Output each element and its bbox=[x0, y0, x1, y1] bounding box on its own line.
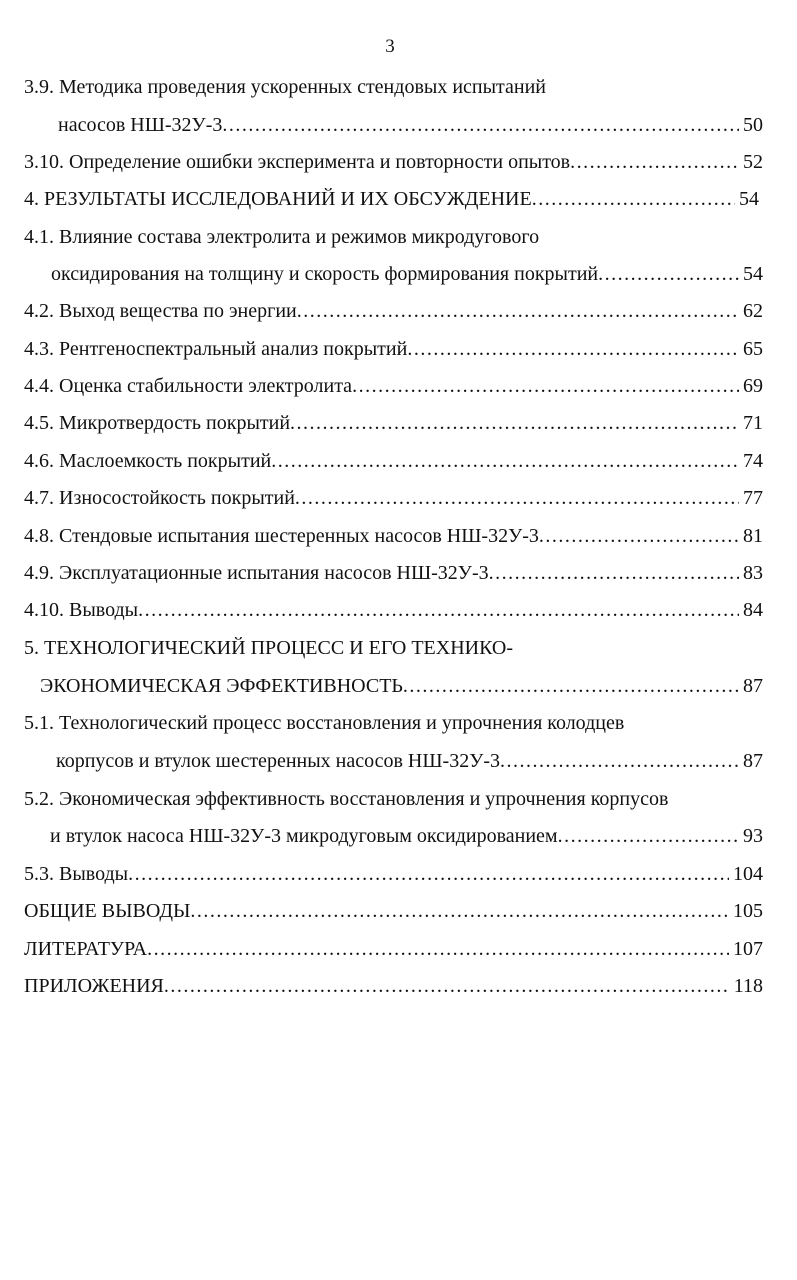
toc-entry-4-2 bbox=[24, 297, 763, 325]
toc-entry-4-1-cont: оксидирования на толщину и скорость формирования покрытий bbox=[51, 263, 599, 285]
dot-leader bbox=[489, 559, 739, 587]
toc-entry-4-4-page: 69 bbox=[743, 375, 763, 397]
dot-leader bbox=[532, 185, 735, 213]
toc-entry-3-9-cont: насосов НШ-32У-3 bbox=[58, 114, 223, 136]
toc-entry-5-title: 5. ТЕХНОЛОГИЧЕСКИЙ ПРОЦЕСС И ЕГО ТЕХНИКО- bbox=[24, 637, 514, 659]
dot-leader bbox=[539, 522, 739, 550]
dot-leader bbox=[147, 935, 729, 963]
toc-entry-appendix-page: 118 bbox=[733, 975, 763, 997]
toc-entry-literature-title: ЛИТЕРАТУРА bbox=[24, 938, 148, 960]
toc-entry-4-9-title: 4.9. Эксплуатационные испытания насосов НШ-32У-3 bbox=[24, 562, 489, 584]
toc-entry-4-6-page: 74 bbox=[743, 450, 763, 472]
toc-entry-4-3-page: 65 bbox=[743, 338, 763, 360]
toc-entry-4-8-page: 81 bbox=[743, 525, 763, 547]
toc-entry-4-1-title: 4.1. Влияние состава электролита и режимов микродугового bbox=[24, 226, 540, 248]
toc-entry-appendix-title: ПРИЛОЖЕНИЯ bbox=[24, 975, 164, 997]
toc-entry-5-1-page: 87 bbox=[743, 750, 763, 772]
toc-entry-5-page: 87 bbox=[743, 675, 763, 697]
toc-entry-4-6 bbox=[24, 447, 763, 475]
dot-leader bbox=[128, 860, 729, 888]
toc-entry-3-9 bbox=[58, 111, 763, 139]
toc-entry-4-2-page: 62 bbox=[743, 300, 763, 322]
toc-entry-conclusions-page: 105 bbox=[733, 900, 763, 922]
toc-entry-4-5-page: 71 bbox=[743, 412, 763, 434]
toc-entry-4-page: 54 bbox=[739, 188, 759, 210]
toc-entry-4-1 bbox=[51, 260, 763, 288]
toc-entry-4-6-title: 4.6. Маслоемкость покрытий bbox=[24, 450, 272, 472]
toc-entry-3-10-title: 3.10. Определение ошибки эксперимента и повторности опытов bbox=[24, 151, 571, 173]
toc-entry-5-cont: ЭКОНОМИЧЕСКАЯ ЭФФЕКТИВНОСТЬ bbox=[40, 675, 403, 697]
toc-entry-5-3 bbox=[24, 860, 763, 888]
toc-entry-4 bbox=[24, 185, 759, 213]
dot-leader bbox=[271, 447, 739, 475]
dot-leader bbox=[290, 409, 739, 437]
toc-entry-4-9-page: 83 bbox=[743, 562, 763, 584]
toc-entry-4-8-title: 4.8. Стендовые испытания шестеренных насосов НШ-32У-3 bbox=[24, 525, 539, 547]
dot-leader bbox=[190, 897, 729, 925]
toc-entry-4-3-title: 4.3. Рентгеноспектральный анализ покрытий bbox=[24, 338, 408, 360]
dot-leader bbox=[598, 260, 739, 288]
dot-leader bbox=[164, 972, 730, 1000]
toc-entry-4-10-title: 4.10. Выводы bbox=[24, 599, 139, 621]
toc-entry-3-10 bbox=[24, 148, 763, 176]
toc-entry-5 bbox=[40, 672, 763, 700]
toc-entry-4-title: 4. РЕЗУЛЬТАТЫ ИССЛЕДОВАНИЙ И ИХ ОБСУЖДЕНИЕ bbox=[24, 188, 532, 210]
toc-entry-4-4 bbox=[24, 372, 763, 400]
toc-entry-conclusions bbox=[24, 897, 763, 925]
toc-entry-4-7 bbox=[24, 484, 763, 512]
toc-entry-4-9 bbox=[24, 559, 763, 587]
toc-entry-4-5 bbox=[24, 409, 763, 437]
toc-entry-5-1 bbox=[56, 747, 763, 775]
toc-entry-4-1-page: 54 bbox=[743, 263, 763, 285]
toc-entry-5-2-title: 5.2. Экономическая эффективность восстановления и упрочнения корпусов bbox=[24, 788, 669, 810]
toc-entry-4-4-title: 4.4. Оценка стабильности электролита bbox=[24, 375, 353, 397]
toc-entry-5-2-cont: и втулок насоса НШ-32У-3 микродуговым оксидированием bbox=[50, 825, 558, 847]
dot-leader bbox=[500, 747, 739, 775]
toc-entry-4-8 bbox=[24, 522, 763, 550]
dot-leader bbox=[138, 596, 739, 624]
dot-leader bbox=[570, 148, 739, 176]
dot-leader bbox=[295, 484, 739, 512]
toc-entry-4-10-page: 84 bbox=[743, 599, 763, 621]
toc-entry-appendix bbox=[24, 972, 763, 1000]
dot-leader bbox=[297, 297, 739, 325]
toc-entry-5-3-page: 104 bbox=[733, 863, 763, 885]
dot-leader bbox=[407, 335, 739, 363]
dot-leader bbox=[558, 822, 739, 850]
toc-entry-3-10-page: 52 bbox=[743, 151, 763, 173]
toc-entry-conclusions-title: ОБЩИЕ ВЫВОДЫ bbox=[24, 900, 191, 922]
toc-entry-5-1-title: 5.1. Технологический процесс восстановления и упрочнения колодцев bbox=[24, 712, 625, 734]
page-number: 3 bbox=[385, 36, 395, 57]
toc-entry-3-9-page: 50 bbox=[743, 114, 763, 136]
toc-entry-3-9-title: 3.9. Методика проведения ускоренных стендовых испытаний bbox=[24, 76, 547, 98]
toc-entry-4-7-title: 4.7. Износостойкость покрытий bbox=[24, 487, 295, 509]
toc-entry-5-2-page: 93 bbox=[743, 825, 763, 847]
dot-leader bbox=[403, 672, 739, 700]
toc-entry-literature bbox=[24, 935, 763, 963]
toc-entry-4-5-title: 4.5. Микротвердость покрытий bbox=[24, 412, 291, 434]
toc-entry-4-7-page: 77 bbox=[743, 487, 763, 509]
dot-leader bbox=[222, 111, 739, 139]
toc-entry-4-3 bbox=[24, 335, 763, 363]
toc-entry-5-3-title: 5.3. Выводы bbox=[24, 863, 129, 885]
toc-entry-5-1-cont: корпусов и втулок шестеренных насосов НШ-32У-3 bbox=[56, 750, 501, 772]
toc-entry-4-2-title: 4.2. Выход вещества по энергии bbox=[24, 300, 297, 322]
toc-entry-literature-page: 107 bbox=[733, 938, 763, 960]
toc-entry-5-2 bbox=[50, 822, 763, 850]
dot-leader bbox=[352, 372, 739, 400]
toc-entry-4-10 bbox=[24, 596, 763, 624]
